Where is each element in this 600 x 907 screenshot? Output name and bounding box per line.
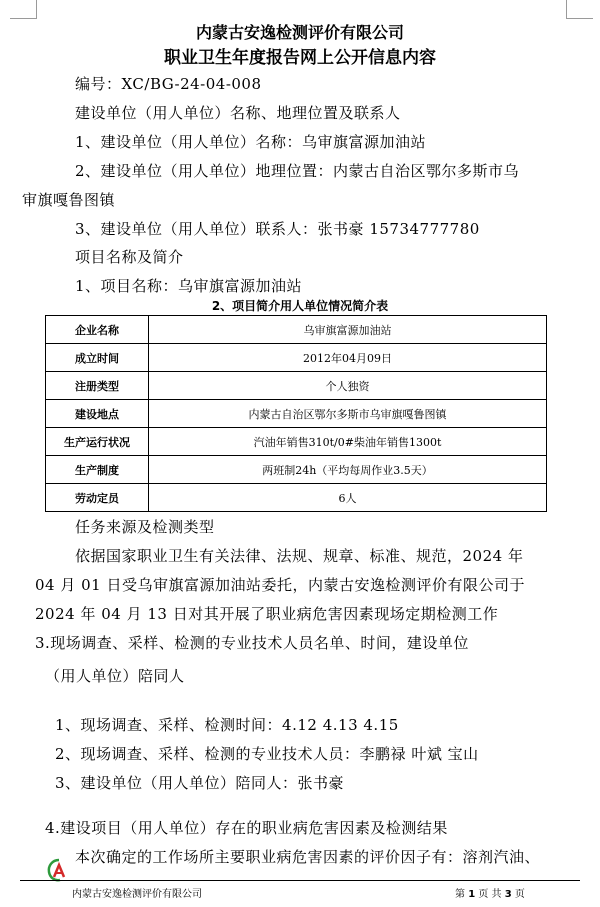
page-middle: 页 共: [478, 889, 502, 900]
row-value: 6人: [149, 484, 547, 512]
employer-info-table: [45, 315, 547, 512]
page-suffix: 页: [514, 889, 525, 900]
footer-company: 内蒙古安逸检测评价有限公司: [72, 889, 202, 900]
section4-heading: 4.建设项目（用人单位）存在的职业病危害因素及检测结果: [45, 819, 448, 837]
row-label: 注册类型: [46, 372, 149, 400]
unit-contact-line: 3、建设单位（用人单位）联系人：张书豪 15734777780: [75, 220, 480, 238]
document-number: 编号：XC/BG-24-04-008: [75, 75, 262, 93]
page-prefix: 第: [455, 889, 465, 900]
row-label: 企业名称: [46, 316, 149, 344]
section1-heading: 建设单位（用人单位）名称、地理位置及联系人: [75, 104, 401, 122]
company-heading: 内蒙古安逸检测评价有限公司: [195, 23, 404, 42]
unit-name-line: 1、建设单位（用人单位）名称：乌审旗富源加油站: [75, 133, 427, 151]
section3-heading-continued: （用人单位）陪同人: [45, 667, 185, 685]
unit-location-line: 2、建设单位（用人单位）地理位置：内蒙古自治区鄂尔多斯市乌: [75, 162, 520, 180]
escort-line: 3、建设单位（用人单位）陪同人：张书豪: [55, 774, 345, 792]
row-value: 汽油年销售310t/0#柴油年销售1300t: [149, 428, 547, 456]
row-label: 成立时间: [46, 344, 149, 372]
footer-divider: [20, 880, 580, 881]
row-value: 乌审旗富源加油站: [149, 316, 547, 344]
row-value: 个人独资: [149, 372, 547, 400]
document-title: 职业卫生年度报告网上公开信息内容: [164, 48, 436, 68]
page-total: 3: [504, 889, 512, 900]
table-row: [46, 456, 547, 484]
row-value: 2012年04月09日: [149, 344, 547, 372]
task-paragraph-line-3: 2024 年 04 月 13 日对其开展了职业病危害因素现场定期检测工作: [35, 605, 499, 623]
table-row: [46, 400, 547, 428]
task-paragraph-line-2: 04 月 01 日受乌审旗富源加油站委托，内蒙古安逸检测评价有限公司于: [35, 576, 525, 594]
table-row: [46, 428, 547, 456]
row-value: 两班制24h（平均每周作业3.5天）: [149, 456, 547, 484]
page-indicator: [455, 885, 525, 900]
unit-location-continued: 审旗嘎鲁图镇: [22, 191, 116, 209]
technical-staff-line: 2、现场调查、采样、检测的专业技术人员：李鹏禄 叶斌 宝山: [55, 745, 479, 763]
table-row: [46, 316, 547, 344]
page-current: 1: [468, 889, 476, 900]
table-row: [46, 484, 547, 512]
section3-heading: 3.现场调查、采样、检测的专业技术人员名单、时间，建设单位: [35, 634, 469, 652]
section2-heading: 项目名称及简介: [75, 248, 184, 266]
row-value: 内蒙古自治区鄂尔多斯市乌审旗嘎鲁图镇: [149, 400, 547, 428]
table-caption: 2、项目简介用人单位情况简介表: [211, 299, 389, 313]
crop-mark-top-right: [566, 0, 593, 19]
task-paragraph-line-1: 依据国家职业卫生有关法律、法规、规章、标准、规范，2024 年: [75, 547, 524, 565]
table-row: [46, 344, 547, 372]
row-label: 生产制度: [46, 456, 149, 484]
evaluation-factors-line: 本次确定的工作场所主要职业病危害因素的评价因子有：溶剂汽油、: [75, 848, 541, 866]
row-label: 生产运行状况: [46, 428, 149, 456]
row-label: 建设地点: [46, 400, 149, 428]
survey-time-line: 1、现场调查、采样、检测时间：4.12 4.13 4.15: [55, 716, 399, 734]
project-name-line: 1、项目名称：乌审旗富源加油站: [75, 277, 303, 295]
crop-mark-top-left: [10, 0, 37, 19]
row-label: 劳动定员: [46, 484, 149, 512]
table-row: [46, 372, 547, 400]
task-source-heading: 任务来源及检测类型: [75, 518, 215, 536]
